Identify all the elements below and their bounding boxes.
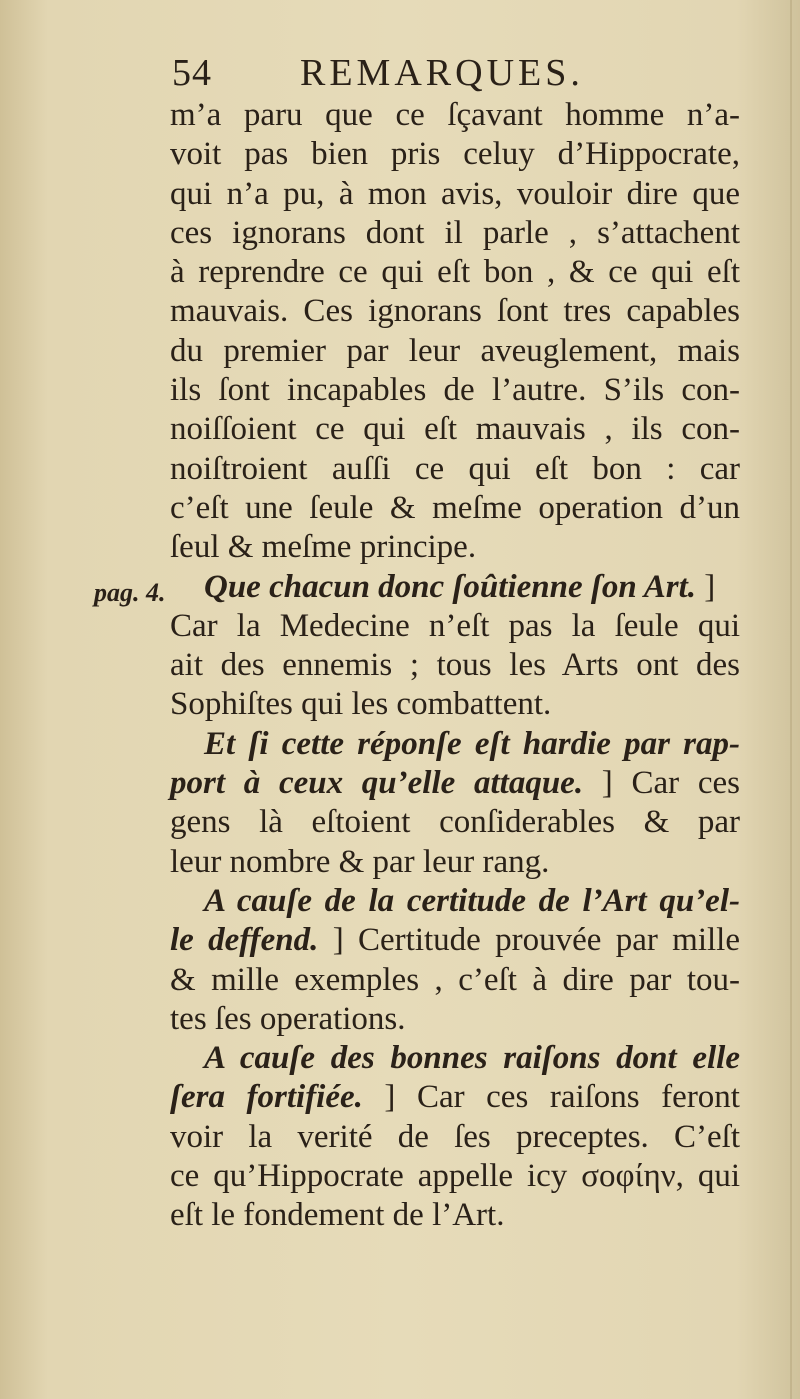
lemma-italic: Que chacun donc ſoûtienne ſon Art. xyxy=(204,568,697,605)
body-text xyxy=(170,96,740,1236)
page-edge xyxy=(790,0,792,1399)
text-line: tes ſes operations. xyxy=(170,1000,406,1037)
text-line: c’eſt une ſeule & meſme operation d’un xyxy=(170,489,740,526)
lemma-italic: ſera fortifiée. xyxy=(170,1079,363,1116)
lemma-italic: port à ceux qu’elle attaque. xyxy=(170,765,584,802)
lemma-line xyxy=(170,1039,740,1078)
text-line: ce qu’Hippocrate appelle icy σοφίην, qui xyxy=(170,1158,740,1195)
text-line: voit pas bien pris celuy d’Hippocrate, xyxy=(170,136,740,173)
text-line: m’a paru que ce ſçavant homme n’a- xyxy=(170,97,740,133)
lemma-line: ſera fortifiée. ] Car ces raiſons feront xyxy=(170,1079,740,1116)
lemma-line: Que chacun donc ſoûtienne ſon Art. ] xyxy=(204,568,716,605)
page-header xyxy=(172,50,642,96)
lemma-line xyxy=(170,882,740,921)
lemma-line xyxy=(170,725,740,764)
text-line: ſeul & meſme principe. xyxy=(170,529,477,566)
text-line: du premier par leur aveuglement, mais xyxy=(170,332,740,369)
lemma-line: port à ceux qu’elle attaque. ] Car ces xyxy=(170,765,740,802)
lemma-italic: A cauſe de la certitude de l’Art qu’el- xyxy=(204,882,740,919)
text-line: gens là eſtoient conſiderables & par xyxy=(170,804,740,841)
text-line: à reprendre ce qui eſt bon , & ce qui eſt xyxy=(170,254,740,291)
lemma-italic: Et ſi cette réponſe eſt hardie par rap- xyxy=(204,725,740,762)
text-line: Car la Medecine n’eſt pas la ſeule qui xyxy=(170,607,740,644)
text-line: voir la verité de ſes preceptes. C’eſt xyxy=(170,1118,740,1155)
lemma-italic: A cauſe des bonnes raiſons dont elle xyxy=(204,1040,740,1077)
running-head: REMARQUES. xyxy=(300,52,584,94)
text-line: Sophiſtes qui les combattent. xyxy=(170,686,552,723)
text-line: qui n’a pu, à mon avis, vouloir dire que xyxy=(170,175,740,212)
text-line: ces ignorans dont il parle , s’attachent xyxy=(170,214,740,251)
text-line: noiſtroient auſſi ce qui eſt bon : car xyxy=(170,450,740,487)
text-line: eſt le fondement de l’Art. xyxy=(170,1197,505,1234)
lemma-italic: le deffend. xyxy=(170,922,319,959)
page-number: 54 xyxy=(172,52,212,94)
text-line: mauvais. Ces ignorans ſont tres capables xyxy=(170,293,740,330)
text-line: leur nombre & par leur rang. xyxy=(170,843,550,880)
lemma-line: le deffend. ] Certitude prouvée par mille xyxy=(170,922,740,959)
text-line: ait des ennemis ; tous les Arts ont des xyxy=(170,647,740,684)
margin-note: pag. 4. xyxy=(94,578,166,607)
text-line: noiſſoient ce qui eſt mauvais , ils con- xyxy=(170,411,740,448)
text-line: ils ſont incapables de l’autre. S’ils con- xyxy=(170,372,740,409)
text-line: & mille exemples , c’eſt à dire par tou- xyxy=(170,961,740,998)
